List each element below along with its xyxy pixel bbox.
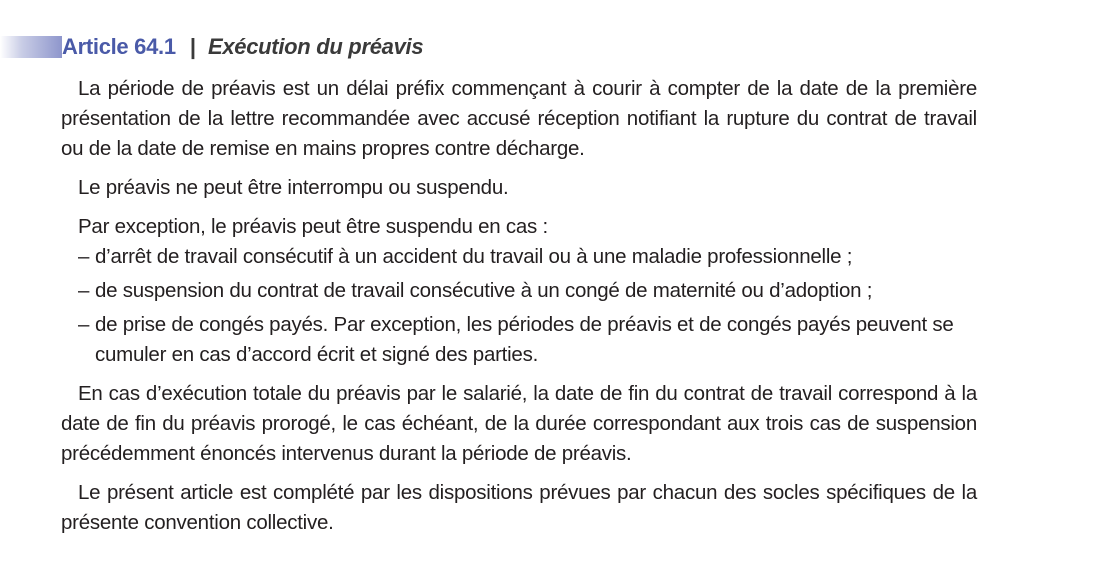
paragraph-completion: Le présent article est complété par les dispositions prévues par chacun des socles spécifiques de la présente convention collective. (61, 481, 977, 534)
article-header (62, 33, 423, 61)
paragraph-no-interruption: Le préavis ne peut être interrompu ou suspendu. (78, 176, 509, 199)
list-dash: – (78, 245, 90, 268)
article-number: Article 64.1 (62, 34, 176, 59)
header-separator: | (189, 34, 196, 59)
suspension-cases-list (61, 242, 977, 370)
header-accent-bar (0, 36, 62, 58)
list-item-text: de prise de congés payés. Par exception, les périodes de préavis et de congés payés peuvent se cumuler en cas d’accord écrit et signé des parties. (95, 313, 954, 366)
article-body (61, 74, 977, 547)
paragraph-notice-period: La période de préavis est un délai préfix commençant à courir à compter de la date de la première présentation de la lettre recommandée avec accusé réception notifiant la rupture du contrat de travail ou de la date de remise en mains propres contre décharge. (61, 77, 977, 160)
list-item-text: d’arrêt de travail consécutif à un accident du travail ou à une maladie professionnelle ; (95, 245, 853, 268)
paragraph-end-date: En cas d’exécution totale du préavis par le salarié, la date de fin du contrat de travail correspond à la date de fin du préavis prorogé, le cas échéant, de la durée correspondant aux trois cas de suspension précédemment énoncés intervenus durant la période de préavis. (61, 382, 977, 465)
list-dash: – (78, 313, 90, 336)
list-item (61, 276, 977, 306)
article-title: Exécution du préavis (207, 34, 424, 59)
list-dash: – (78, 279, 90, 302)
list-item (61, 310, 977, 370)
list-item-text: de suspension du contrat de travail consécutive à un congé de maternité ou d’adoption ; (95, 279, 873, 302)
paragraph-exception-intro: Par exception, le préavis peut être suspendu en cas : (78, 215, 548, 238)
list-item (61, 242, 977, 272)
